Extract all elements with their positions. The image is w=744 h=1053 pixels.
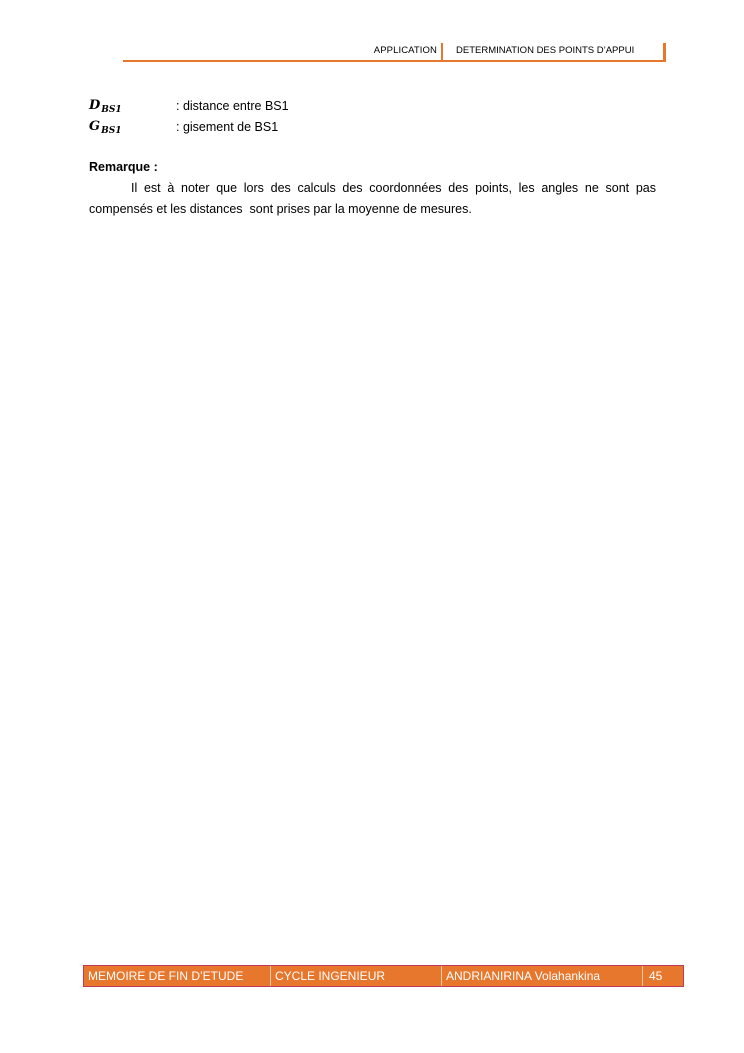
page-footer bbox=[83, 965, 684, 987]
definition-symbol: $G_{BS1}$ bbox=[89, 119, 122, 136]
definitions-list bbox=[89, 98, 659, 140]
header-chapter-title: DETERMINATION DES POINTS D’APPUI bbox=[456, 45, 635, 56]
page-header bbox=[123, 42, 667, 62]
footer-page-number: 45 bbox=[649, 969, 663, 983]
footer-memoire-label: MEMOIRE DE FIN D’ETUDE bbox=[88, 969, 244, 983]
footer-author-name: ANDRIANIRINA Volahankina bbox=[446, 969, 601, 983]
header-separator bbox=[441, 43, 443, 60]
remark-paragraph-line-2: compensés et les distances sont prises par la moyenne de mesures. bbox=[89, 202, 472, 216]
remark-paragraph-line-1: Il est à noter que lors des calculs des coordonnées des points, les angles ne sont pas bbox=[131, 181, 656, 195]
header-rule bbox=[123, 60, 666, 62]
definition-text: : distance entre BS1 bbox=[176, 99, 289, 113]
definition-row bbox=[89, 119, 659, 140]
definition-text: : gisement de BS1 bbox=[176, 120, 279, 134]
remark-heading: Remarque : bbox=[89, 160, 158, 174]
definition-symbol: $D_{BS1}$ bbox=[89, 98, 122, 115]
definition-row bbox=[89, 98, 659, 119]
footer-cycle-label: CYCLE INGENIEUR bbox=[275, 969, 386, 983]
header-section-title: APPLICATION bbox=[373, 45, 437, 56]
header-end-bar bbox=[663, 43, 666, 60]
